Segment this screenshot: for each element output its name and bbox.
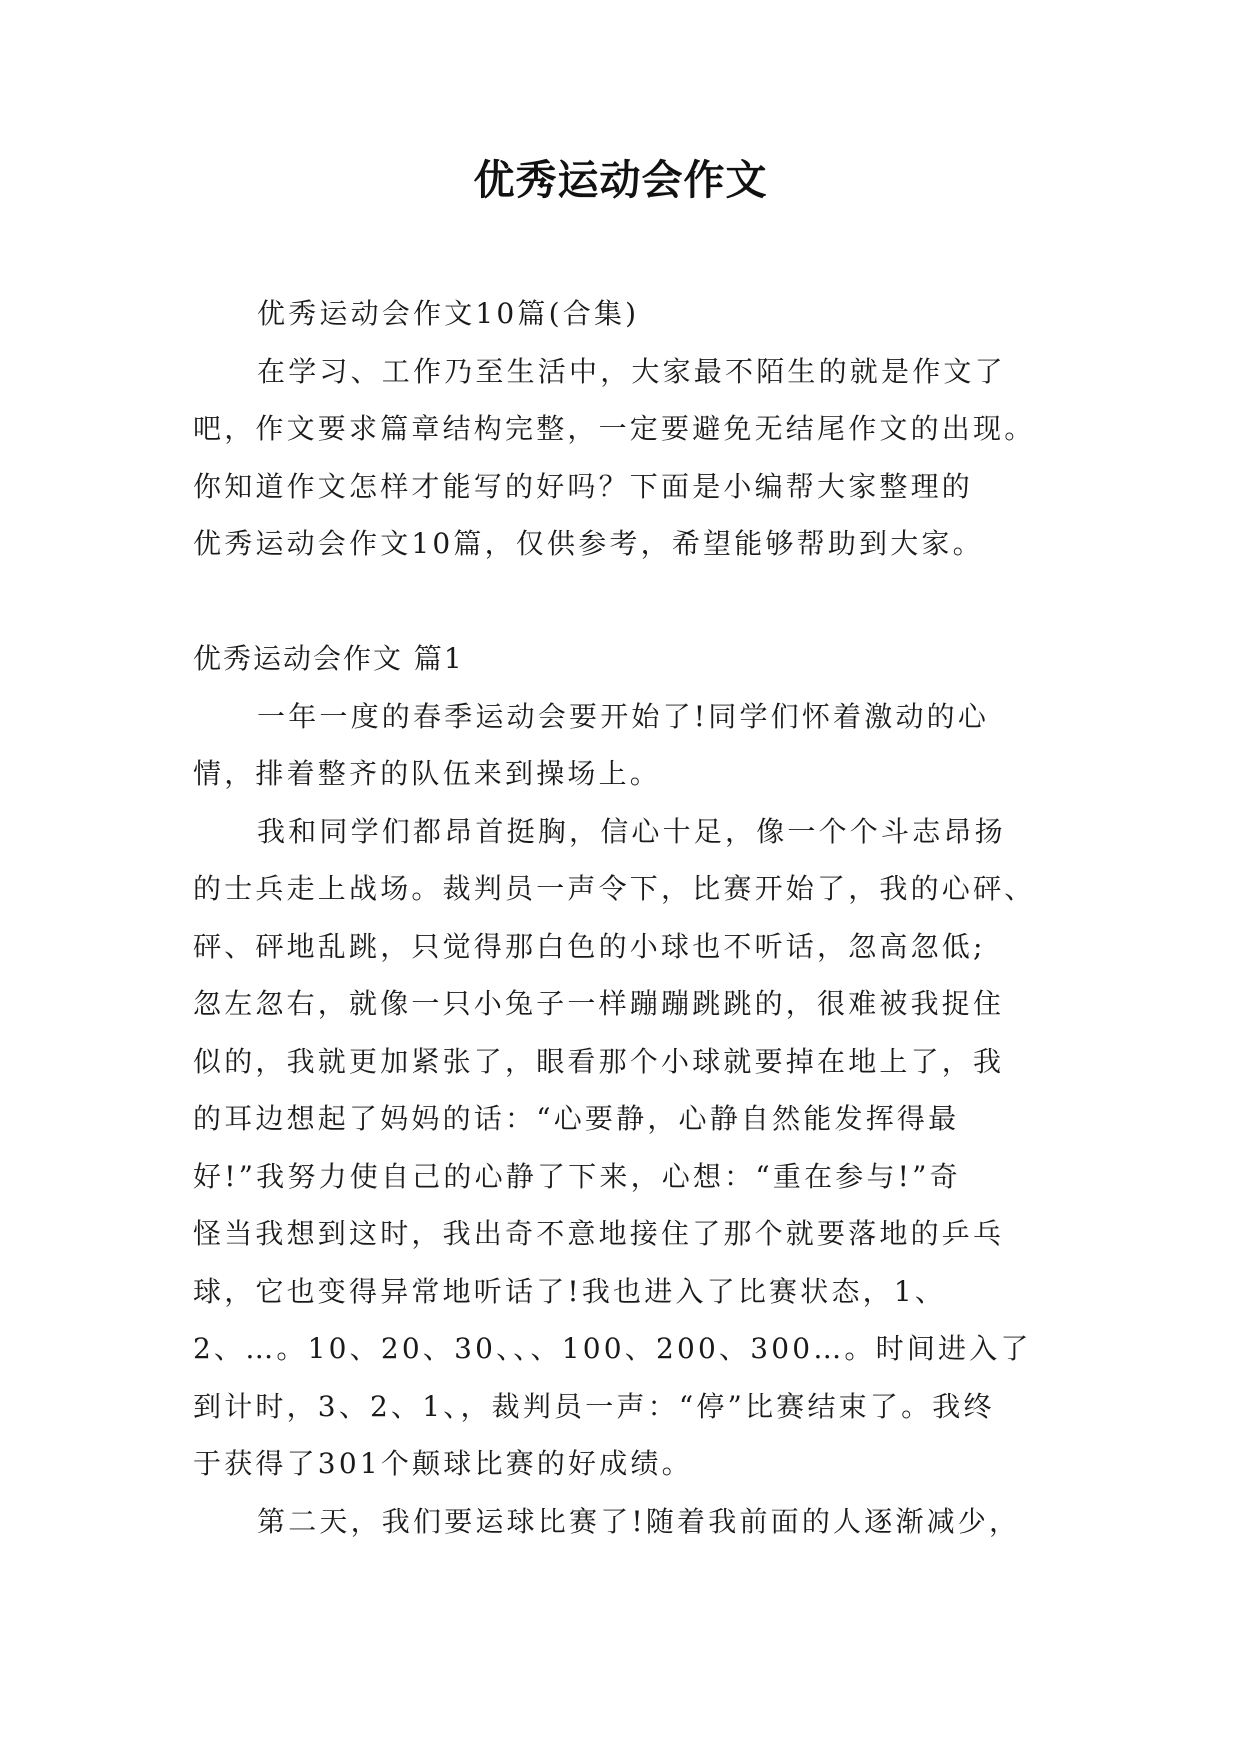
intro-line: 优秀运动会作文10篇，仅供参考，希望能够帮助到大家。 [193, 527, 984, 560]
paragraph-line: 一年一度的春季运动会要开始了!同学们怀着激动的心 [257, 699, 990, 733]
paragraph-line: 到计时，3、2、1、，裁判员一声：“停”比赛结束了。我终 [193, 1389, 995, 1423]
paragraph-line: 的耳边想起了妈妈的话：“心要静，心静自然能发挥得最 [193, 1102, 960, 1135]
document-body [193, 285, 1057, 1550]
intro-line: 吧，作文要求篇章结构完整，一定要避免无结尾作文的出现。 [193, 412, 1036, 445]
document-subtitle: 优秀运动会作文10篇(合集) [257, 297, 640, 330]
intro-line: 在学习、工作乃至生活中，大家最不陌生的就是作文了 [257, 354, 1006, 388]
paragraph-line: 于获得了301个颠球比赛的好成绩。 [193, 1447, 693, 1480]
section-heading: 优秀运动会作文 篇1 [193, 642, 464, 675]
paragraph-line: 情，排着整齐的队伍来到操场上。 [193, 757, 662, 790]
paragraph-line: 怪当我想到这时，我出奇不意地接住了那个就要落地的乒乓 [193, 1217, 1005, 1250]
paragraph-line: 2、…。10、20、30、、、100、200、300…。时间进入了 [193, 1332, 1032, 1365]
document-title: 优秀运动会作文 [473, 156, 768, 204]
paragraph-line: 好!”我努力使自己的心静了下来，心想：“重在参与!”奇 [193, 1159, 961, 1193]
paragraph-line: 球，它也变得异常地听话了!我也进入了比赛状态，1、 [193, 1274, 947, 1308]
section-spacer [193, 573, 1057, 631]
paragraph-line: 的士兵走上战场。裁判员一声令下，比赛开始了，我的心砰、 [193, 872, 1036, 905]
paragraph-line: 忽左忽右，就像一只小兔子一样蹦蹦跳跳的，很难被我捉住 [193, 987, 1005, 1020]
paragraph-line: 似的，我就更加紧张了，眼看那个小球就要掉在地上了，我 [193, 1044, 1005, 1078]
paragraph-line: 我和同学们都昂首挺胸，信心十足，像一个个斗志昂扬 [257, 814, 1006, 848]
paragraph-line: 砰、砰地乱跳，只觉得那白色的小球也不听话，忽高忽低; [193, 929, 986, 963]
paragraph-line: 第二天，我们要运球比赛了!随着我前面的人逐渐减少， [257, 1504, 1021, 1538]
intro-line: 你知道作文怎样才能写的好吗？下面是小编帮大家整理的 [193, 469, 974, 503]
